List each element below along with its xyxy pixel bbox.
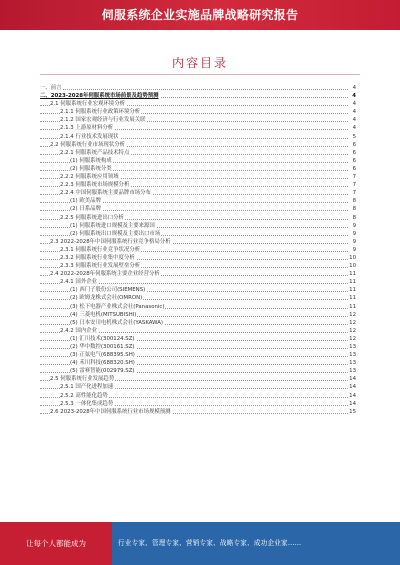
toc-entry-page: 14 [349,400,356,407]
toc-entry[interactable] [40,205,356,213]
toc-entry-text: (4) 禾川科技(688320.SH) [70,360,135,367]
toc-entry-text: (2) 伺服系统分类 [70,165,112,172]
toc-entry[interactable] [40,189,356,197]
toc-entry-page: 11 [349,303,356,310]
toc-entry-page: 13 [349,344,356,350]
toc-entry[interactable] [40,165,356,173]
toc-entry-page: 4 [349,108,356,116]
toc-entry-page: 11 [349,287,356,294]
toc-entry-text: (2) 欧姆龙株式会社(OMRON) [70,295,143,302]
toc-entry-text: 2.1.2 国家宏观经济与行业发展关联 [60,117,146,124]
toc-entry-page: 13 [349,352,356,359]
toc-entry[interactable] [40,181,356,189]
toc-entry-text: (2) 日系品牌 [70,206,101,213]
toc-entry[interactable] [40,335,356,343]
toc-entry-text: 2.3.3 伺服系统行业发展壁垒分析 [60,263,141,270]
toc-entry-page: 7 [349,173,356,181]
toc-entry[interactable] [40,294,356,302]
toc-entry-text: 2.3.1 伺服系统行业竞争状况分析 [60,246,141,253]
toc-entry-page: 14 [349,392,356,399]
toc-entry[interactable] [40,400,356,408]
toc-entry-page: 13 [349,368,356,375]
toc-entry[interactable] [40,278,356,286]
toc-entry-page: 4 [349,116,356,124]
toc-entry-text: 2.1.1 伺服系统行业政策环境分析 [60,109,141,116]
toc-list [40,84,356,416]
toc-entry[interactable] [40,238,356,246]
toc-entry[interactable] [40,351,356,359]
toc-entry-text: 2.1.3 上游原材料分析 [60,125,114,132]
toc-entry[interactable] [40,270,356,278]
toc-entry-text: (2) 华中数控(300161.SZ) [70,344,135,350]
toc-entry-text: 二、2023-2028年伺服系统市场前景及趋势预测 [40,93,159,100]
toc-entry[interactable] [40,286,356,294]
toc-entry[interactable] [40,262,356,270]
toc-entry-page: 9 [349,238,356,246]
toc-entry-text: 2.5 伺服系统行业发展趋势 [50,376,115,383]
toc-entry-text: 2.2.1 伺服系统产品技术特点 [60,149,130,156]
toc-entry-page: 8 [349,205,356,213]
toc-entry-page: 8 [349,197,356,205]
toc-entry-page: 10 [349,254,356,261]
toc-entry-text: 2.2.4 中国伺服系统主要品牌市场分布 [60,190,151,197]
toc-entry-text: 2.6 2023-2028年中国伺服系统行业市场规模预测 [50,408,171,415]
toc-entry-page: 12 [349,335,356,342]
toc-entry-text: (3) 松下电器产业株式会社(Panasonic) [70,303,165,310]
toc-entry-text: 2.5.2 高性能化趋势 [60,392,108,399]
toc-entry[interactable] [40,230,356,238]
toc-entry[interactable] [40,108,356,116]
toc-entry[interactable] [40,246,356,254]
toc-entry[interactable] [40,359,356,367]
toc-entry[interactable] [40,392,356,400]
toc-entry-text: 2.4 2022-2028年伺服系统主要企业经营分析 [50,271,160,278]
toc-entry[interactable] [40,84,356,92]
toc-entry-text: (1) 伺服系统进口规模及主要来源国 [70,222,155,229]
toc-entry-page: 6 [349,165,356,173]
toc-entry-page: 6 [349,141,356,149]
toc-entry-page: 9 [349,246,356,254]
toc-entry[interactable] [40,141,356,149]
toc-divider [40,74,360,75]
toc-entry-text: (4) 三菱电机(MITSUBISHI) [70,311,137,318]
toc-heading: 内容目录 [171,56,228,70]
toc-entry-text: 2.2.2 伺服系统应用领域 [60,174,119,181]
toc-entry-text: (3) 正弦电气(688395.SH) [70,352,135,359]
toc-entry-text: (5) 雷赛智能(002979.SZ) [70,368,135,375]
toc-entry[interactable] [40,92,356,100]
toc-entry-page: 4 [349,100,356,108]
toc-entry-page: 6 [349,157,356,165]
toc-entry-text: (1) 伺服系统构成 [70,157,112,164]
toc-entry-text: (1) 欧美品牌 [70,198,101,205]
toc-entry-page: 7 [349,181,356,189]
toc-entry[interactable] [40,173,356,181]
toc-entry-page: 9 [349,222,356,230]
toc-entry-text: 2.4.2 国内企业 [60,327,97,334]
toc-entry-text: (1) 汇川技术(300124.SZ) [70,335,135,342]
toc-entry-page: 4 [349,124,356,132]
toc-entry-page: 14 [349,376,356,383]
toc-entry-page: 12 [349,327,356,334]
toc-entry-text: (5) 日本安川电机株式会社(YASKAWA) [70,319,163,326]
toc-entry-page: 12 [349,319,356,326]
toc-entry-page: 13 [349,360,356,367]
toc-entry-page: 6 [349,149,356,157]
toc-entry[interactable] [40,197,356,205]
toc-entry[interactable] [40,124,356,132]
toc-entry[interactable] [40,383,356,391]
toc-entry-page: 8 [349,214,356,222]
footer-slogan: 让每个人都能成为 [26,539,86,548]
toc-entry[interactable] [40,319,356,327]
toc-entry-page: 15 [349,408,356,415]
toc-entry[interactable] [40,133,356,141]
toc-entry-text: (2) 伺服系统出口规模及主要出口市场 [70,230,161,237]
toc-entry-text: 2.1.4 行业技术发展现状 [60,133,119,140]
toc-leader-dots [40,89,348,90]
toc-entry[interactable] [40,116,356,124]
toc-entry[interactable] [40,214,356,222]
toc-entry[interactable] [40,311,356,319]
toc-entry[interactable] [40,408,356,416]
toc-entry-page: 4 [349,92,356,100]
toc-entry[interactable] [40,303,356,311]
toc-entry-page: 11 [349,279,356,286]
toc-entry-text: 2.3.2 伺服系统行业集中度分析 [60,254,135,261]
toc-entry-page: 12 [349,311,356,318]
toc-entry[interactable] [40,375,356,383]
footer-tagline: 行业专家、管理专家、营销专家、战略专家、成功企业家…… [118,539,302,547]
toc-entry-text: 2.5.1 国产化进程加速 [60,384,114,391]
toc-entry[interactable] [40,100,356,108]
toc-entry[interactable] [40,343,356,351]
toc-entry[interactable] [40,149,356,157]
toc-entry-text: (1) 西门子股份公司(SIEMENS) [70,287,146,294]
toc-entry-text: 2.4.1 国外企业 [60,279,97,286]
toc-entry-text: 2.2 伺服系统行业市场现状分析 [50,141,125,148]
toc-entry[interactable] [40,327,356,335]
toc-entry[interactable] [40,367,356,375]
toc-entry-text: 2.1 伺服系统行业宏观环境分析 [50,101,125,108]
toc-entry-page: 11 [349,271,356,278]
toc-entry-page: 10 [349,263,356,270]
toc-entry-text: 2.3 2022-2028年中国伺服系统行业竞争格局分析 [50,238,171,245]
toc-entry-page: 9 [349,230,356,238]
toc-entry-text: 2.5.3 一体化集成趋势 [60,400,114,407]
toc-entry-page: 4 [349,84,356,92]
toc-entry-page: 14 [349,384,356,391]
toc-entry-text: 2.2.5 伺服系统进出口分析 [60,214,124,221]
toc-entry-page: 11 [349,295,356,302]
toc-entry-text: 2.2.3 伺服系统市场规模分析 [60,182,130,189]
toc-entry[interactable] [40,254,356,262]
report-title: 伺服系统企业实施品牌战略研究报告 [101,8,299,22]
toc-entry[interactable] [40,222,356,230]
toc-entry[interactable] [40,157,356,165]
toc-entry-text: 一、前言 [40,85,62,91]
toc-entry-page: 7 [349,189,356,197]
toc-entry-page: 5 [349,133,356,141]
